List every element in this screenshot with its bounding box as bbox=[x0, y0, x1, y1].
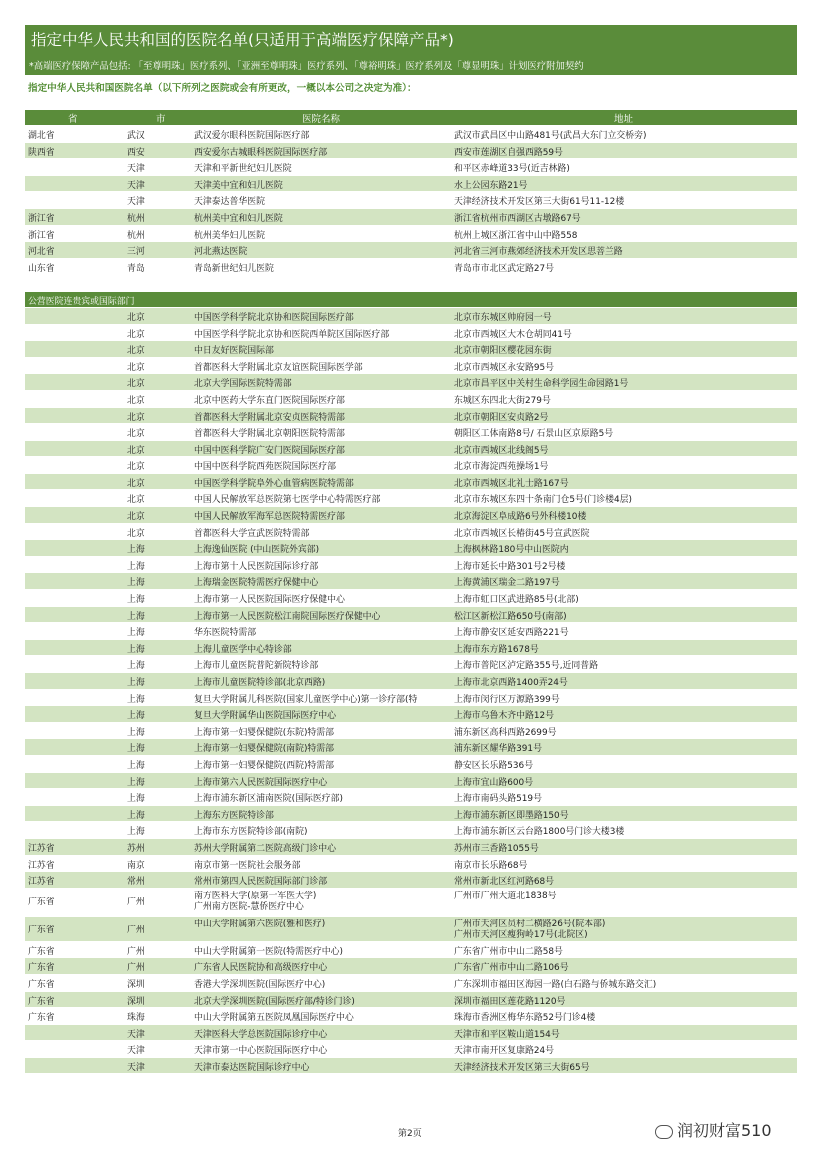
row-address: 北京市海淀西苑操场1号 bbox=[454, 462, 549, 473]
row-hospital: 南方医科大学(原第一军医大学) 广州南方医院-慧侨医疗中心 bbox=[194, 890, 317, 912]
row-address: 上海枫林路180号中山医院内 bbox=[454, 545, 569, 556]
table-row bbox=[25, 623, 797, 640]
row-address: 上海市北京西路1400弄24号 bbox=[454, 678, 568, 688]
row-hospital: 中国医学科学院阜外心血管病医院特需部 bbox=[194, 478, 354, 489]
row-city: 上海 bbox=[127, 810, 145, 821]
table-row bbox=[25, 690, 797, 707]
row-hospital: 上海市浦东新区浦南医院(国际医疗部) bbox=[194, 794, 343, 805]
row-address: 东城区东四北大街279号 bbox=[454, 395, 551, 406]
hospital-table bbox=[25, 126, 797, 1074]
row-address: 上海市南码头路519号 bbox=[454, 794, 542, 805]
table-row bbox=[25, 656, 797, 673]
row-address: 广东深圳市福田区海园一路(白石路与侨城东路交汇) bbox=[454, 979, 657, 990]
table-row bbox=[25, 358, 797, 375]
row-city: 常州 bbox=[127, 877, 145, 888]
table-row bbox=[25, 408, 797, 425]
table-row bbox=[25, 391, 797, 408]
row-city: 武汉 bbox=[127, 131, 145, 141]
table-row bbox=[25, 1058, 797, 1075]
table-row bbox=[25, 457, 797, 474]
row-city: 天津 bbox=[127, 197, 145, 208]
row-city: 三河 bbox=[127, 247, 145, 258]
row-city: 南京 bbox=[127, 860, 145, 871]
page-subtitle: *高端医疗保障产品包括: 「至尊明珠」医疗系列、「亚洲至尊明珠」医疗系列、「尊裕明珠」医疗系列及「尊显明珠」计划医疗附加契约 bbox=[29, 61, 584, 72]
title-banner bbox=[25, 25, 797, 75]
col-province: 省 bbox=[68, 114, 78, 125]
row-hospital: 广东省人民医院协和高级医疗中心 bbox=[194, 963, 328, 974]
row-city: 上海 bbox=[127, 777, 145, 788]
row-address: 天津市南开区复康路24号 bbox=[454, 1046, 555, 1057]
row-hospital: 中山大学附属第五医院凤凰国际医疗中心 bbox=[194, 1013, 354, 1024]
table-row bbox=[25, 773, 797, 790]
watermark bbox=[655, 1118, 772, 1141]
row-hospital: 苏州大学附属第二医院高级门诊中心 bbox=[194, 843, 336, 854]
row-hospital: 首都医科大学附属北京朝阳医院特需部 bbox=[194, 429, 345, 440]
row-hospital: 上海市第一妇婴保健院(西院)特需部 bbox=[194, 760, 335, 771]
row-hospital: 上海市儿童医院普陀新院特诊部 bbox=[194, 661, 319, 672]
row-hospital: 中山大学附属第一医院(特需医疗中心) bbox=[194, 946, 343, 957]
row-hospital: 华东医院特需部 bbox=[194, 628, 257, 639]
row-address: 和平区赤峰道33号(近吉林路) bbox=[454, 164, 570, 175]
table-row bbox=[25, 872, 797, 889]
row-address: 上海市闵行区万源路399号 bbox=[454, 694, 560, 705]
table-row bbox=[25, 607, 797, 624]
row-city: 北京 bbox=[127, 495, 145, 506]
row-address: 上海市东方路1678号 bbox=[454, 644, 539, 655]
row-hospital: 南京市第一医院社会服务部 bbox=[194, 860, 301, 871]
table-row bbox=[25, 839, 797, 856]
table-row bbox=[25, 259, 797, 276]
row-province: 广东省 bbox=[28, 946, 55, 957]
table-row bbox=[25, 640, 797, 657]
table-row bbox=[25, 942, 797, 959]
table-row bbox=[25, 143, 797, 160]
table-row bbox=[25, 176, 797, 193]
intro-text: 指定中华人民共和国医院名单（以下所列之医院或会有所更改，一概以本公司之决定为准）： bbox=[28, 83, 417, 94]
row-hospital: 上海东方医院特诊部 bbox=[194, 810, 274, 821]
row-address: 上海市虹口区武进路85号(北部) bbox=[454, 595, 579, 606]
row-city: 上海 bbox=[127, 545, 145, 556]
row-hospital: 复旦大学附属华山医院国际医疗中心 bbox=[194, 711, 336, 722]
row-address: 上海市乌鲁木齐中路12号 bbox=[454, 711, 555, 722]
row-province: 广东省 bbox=[28, 996, 55, 1007]
row-city: 上海 bbox=[127, 711, 145, 722]
row-hospital: 上海逸仙医院 (中山医院外宾部) bbox=[194, 545, 320, 556]
row-hospital: 上海市第一人民医院松江南院国际医疗保健中心 bbox=[194, 611, 381, 622]
table-row bbox=[25, 325, 797, 342]
row-address: 天津经济技术开发区第三大街65号 bbox=[454, 1062, 590, 1073]
row-address: 北京市西城区长椿街45号宣武医院 bbox=[454, 528, 590, 539]
row-province: 河北省 bbox=[28, 247, 55, 258]
table-row bbox=[25, 424, 797, 441]
row-province: 广东省 bbox=[28, 963, 55, 974]
row-address: 河北省三河市燕郊经济技术开发区思菩兰路 bbox=[454, 247, 623, 258]
row-hospital: 上海市第十人民医院国际诊疗部 bbox=[194, 561, 319, 572]
row-address: 北京市昌平区中关村生命科学园生命园路1号 bbox=[454, 379, 629, 390]
table-row bbox=[25, 540, 797, 557]
row-hospital: 首都医科大学附属北京安贞医院特需部 bbox=[194, 412, 345, 423]
row-hospital: 北京大学国际医院特需部 bbox=[194, 379, 292, 390]
row-address: 朝阳区工体南路8号/ 石景山区京原路5号 bbox=[454, 429, 614, 440]
table-row bbox=[25, 1025, 797, 1042]
row-province: 湖北省 bbox=[28, 131, 55, 141]
row-address: 上海市普陀区泸定路355号,近同普路 bbox=[454, 661, 599, 672]
table-row bbox=[25, 958, 797, 975]
row-city: 上海 bbox=[127, 561, 145, 572]
table-row bbox=[25, 822, 797, 839]
row-city: 珠海 bbox=[127, 1013, 145, 1024]
wechat-icon bbox=[655, 1125, 673, 1139]
row-city: 上海 bbox=[127, 661, 145, 672]
row-hospital: 上海市儿童医院特诊部(北京西路) bbox=[194, 678, 326, 688]
row-province: 浙江省 bbox=[28, 213, 55, 224]
row-hospital: 中山大学附属第六医院(雅和医疗) bbox=[194, 918, 326, 929]
row-city: 上海 bbox=[127, 727, 145, 738]
row-address: 天津市和平区鞍山道154号 bbox=[454, 1029, 560, 1040]
table-row bbox=[25, 192, 797, 209]
row-hospital: 天津和平新世纪妇儿医院 bbox=[194, 164, 292, 175]
row-address: 北京市西城区大木仓胡同41号 bbox=[454, 329, 572, 340]
row-hospital: 武汉爱尔眼科医院国际医疗部 bbox=[194, 131, 310, 141]
row-hospital: 中国医学科学院北京协和医院国际医疗部 bbox=[194, 312, 354, 323]
row-city: 上海 bbox=[127, 628, 145, 639]
row-province: 江苏省 bbox=[28, 860, 55, 871]
row-address: 上海市浦东新区即墨路150号 bbox=[454, 810, 569, 821]
row-address: 上海黄浦区瑞金二路197号 bbox=[454, 578, 560, 589]
row-address: 浙江省杭州市西湖区古墩路67号 bbox=[454, 213, 581, 224]
row-city: 北京 bbox=[127, 412, 145, 423]
row-city: 北京 bbox=[127, 445, 145, 456]
table-row bbox=[25, 806, 797, 823]
page-title: 指定中华人民共和国的医院名单(只适用于高端医疗保障产品*) bbox=[31, 31, 454, 49]
row-hospital: 上海市第一人民医院国际医疗保健中心 bbox=[194, 595, 345, 606]
row-city: 北京 bbox=[127, 329, 145, 340]
table-row bbox=[25, 209, 797, 226]
row-address: 深圳市福田区莲花路1120号 bbox=[454, 996, 566, 1007]
row-city: 杭州 bbox=[127, 230, 145, 241]
row-address: 青岛市市北区武定路27号 bbox=[454, 263, 555, 274]
row-hospital: 首都医科大学附属北京友谊医院国际医学部 bbox=[194, 362, 363, 373]
row-city: 北京 bbox=[127, 512, 145, 523]
row-address: 杭州上城区浙江省中山中路558 bbox=[454, 230, 578, 241]
row-city: 天津 bbox=[127, 1062, 145, 1073]
row-city: 天津 bbox=[127, 180, 145, 191]
row-hospital: 中国中医科学院广安门医院国际医疗部 bbox=[194, 445, 345, 456]
page-number: 第2页 bbox=[398, 1129, 422, 1139]
row-hospital: 上海市东方医院特诊部(南院) bbox=[194, 827, 308, 838]
row-city: 天津 bbox=[127, 164, 145, 175]
row-address: 珠海市香洲区梅华东路52号门诊4楼 bbox=[454, 1013, 596, 1024]
row-city: 北京 bbox=[127, 362, 145, 373]
row-city: 天津 bbox=[127, 1029, 145, 1040]
table-row bbox=[25, 1041, 797, 1058]
table-row bbox=[25, 739, 797, 756]
row-hospital: 青岛新世纪妇儿医院 bbox=[194, 263, 274, 274]
row-address: 北京市东城区东四十条南门仓5号(门诊楼4层) bbox=[454, 495, 632, 506]
table-row bbox=[25, 856, 797, 873]
table-row bbox=[25, 159, 797, 176]
table-row bbox=[25, 706, 797, 723]
row-city: 上海 bbox=[127, 760, 145, 771]
row-province: 山东省 bbox=[28, 263, 55, 274]
row-city: 北京 bbox=[127, 528, 145, 539]
row-province: 广东省 bbox=[28, 896, 55, 907]
row-hospital: 上海市第一妇婴保健院(南院)特需部 bbox=[194, 744, 335, 755]
row-city: 杭州 bbox=[127, 213, 145, 224]
table-row bbox=[25, 507, 797, 524]
table-row bbox=[25, 889, 797, 917]
row-hospital: 上海儿童医学中心特诊部 bbox=[194, 644, 292, 655]
table-row bbox=[25, 226, 797, 243]
table-row bbox=[25, 756, 797, 773]
row-address: 苏州市三香路1055号 bbox=[454, 843, 539, 854]
row-hospital: 中日友好医院国际部 bbox=[194, 346, 274, 357]
row-address: 常州市新北区红河路68号 bbox=[454, 877, 555, 888]
table-row bbox=[25, 975, 797, 992]
table-row bbox=[25, 557, 797, 574]
row-address: 上海市静安区延安西路221号 bbox=[454, 628, 569, 639]
row-hospital: 天津泰达普华医院 bbox=[194, 197, 265, 208]
row-hospital: 上海市第一妇婴保健院(东院)特需部 bbox=[194, 727, 335, 738]
col-city: 市 bbox=[156, 114, 166, 125]
row-province: 江苏省 bbox=[28, 843, 55, 854]
table-row bbox=[25, 524, 797, 541]
row-address: 北京市朝阳区樱花园东街 bbox=[454, 346, 552, 357]
table-row bbox=[25, 490, 797, 507]
row-city: 上海 bbox=[127, 678, 145, 688]
row-address: 广东省广州市中山二路58号 bbox=[454, 946, 563, 957]
row-city: 广州 bbox=[127, 924, 145, 935]
table-row bbox=[25, 789, 797, 806]
row-hospital: 常州市第四人民医院国际部门诊部 bbox=[194, 877, 328, 888]
row-hospital: 杭州美中宜和妇儿医院 bbox=[194, 213, 283, 224]
row-address: 上海市延长中路301号2号楼 bbox=[454, 561, 566, 572]
row-address: 广州市广州大道北1838号 bbox=[454, 890, 557, 901]
table-row bbox=[25, 308, 797, 325]
row-city: 北京 bbox=[127, 379, 145, 390]
row-address: 南京市长乐路68号 bbox=[454, 860, 528, 871]
row-address: 北京市西城区北礼士路167号 bbox=[454, 478, 569, 489]
row-city: 北京 bbox=[127, 429, 145, 440]
table-header bbox=[25, 110, 797, 125]
row-province: 陕西省 bbox=[28, 147, 55, 158]
table-row bbox=[25, 723, 797, 740]
row-city: 上海 bbox=[127, 744, 145, 755]
col-address: 地址 bbox=[614, 114, 634, 125]
table-row bbox=[25, 474, 797, 491]
table-row bbox=[25, 673, 797, 690]
row-address: 北京市东城区帅府园一号 bbox=[454, 312, 552, 323]
row-address: 北京海淀区阜成路6号外科楼10楼 bbox=[454, 512, 587, 523]
row-city: 北京 bbox=[127, 462, 145, 473]
table-row bbox=[25, 590, 797, 607]
row-hospital: 首都医科大学宣武医院特需部 bbox=[194, 528, 310, 539]
row-province: 广东省 bbox=[28, 1013, 55, 1024]
row-hospital: 天津市第一中心医院国际医疗中心 bbox=[194, 1046, 328, 1057]
row-city: 上海 bbox=[127, 644, 145, 655]
table-row bbox=[25, 441, 797, 458]
row-hospital: 西安爱尔古城眼科医院国际医疗部 bbox=[194, 147, 328, 158]
row-address: 广东省广州市中山二路106号 bbox=[454, 963, 569, 974]
row-hospital: 北京中医药大学东直门医院国际医疗部 bbox=[194, 395, 345, 406]
row-city: 上海 bbox=[127, 794, 145, 805]
row-city: 北京 bbox=[127, 346, 145, 357]
row-hospital: 天津市泰达医院国际诊疗中心 bbox=[194, 1062, 310, 1073]
table-row bbox=[25, 992, 797, 1009]
row-hospital: 香港大学深圳医院(国际医疗中心) bbox=[194, 979, 326, 990]
table-row bbox=[25, 374, 797, 391]
row-city: 青岛 bbox=[127, 263, 145, 274]
row-city: 西安 bbox=[127, 147, 145, 158]
row-city: 广州 bbox=[127, 946, 145, 957]
table-row bbox=[25, 573, 797, 590]
section-title: 公营医院连贵宾或国际部门 bbox=[28, 296, 135, 307]
table-row bbox=[25, 341, 797, 358]
row-city: 上海 bbox=[127, 611, 145, 622]
row-address: 浦东新区高科西路2699号 bbox=[454, 727, 557, 738]
row-hospital: 河北燕达医院 bbox=[194, 247, 248, 258]
row-address: 松江区新松江路650号(南部) bbox=[454, 611, 567, 622]
row-hospital: 上海市第六人民医院国际医疗中心 bbox=[194, 777, 328, 788]
row-province: 浙江省 bbox=[28, 230, 55, 241]
table-row bbox=[25, 1008, 797, 1025]
row-address: 西安市莲湖区自强西路59号 bbox=[454, 147, 563, 158]
table-row bbox=[25, 126, 797, 143]
row-address: 静安区长乐路536号 bbox=[454, 760, 534, 771]
row-hospital: 中国医学科学院北京协和医院西单院区国际医疗部 bbox=[194, 329, 390, 340]
table-row bbox=[25, 917, 797, 942]
row-city: 广州 bbox=[127, 896, 145, 907]
row-province: 广东省 bbox=[28, 924, 55, 935]
row-hospital: 天津医科大学总医院国际诊疗中心 bbox=[194, 1029, 328, 1040]
row-city: 上海 bbox=[127, 595, 145, 606]
row-city: 北京 bbox=[127, 478, 145, 489]
row-city: 苏州 bbox=[127, 843, 145, 854]
row-address: 北京市西城区永安路95号 bbox=[454, 362, 555, 373]
row-address: 北京市西城区北线阁5号 bbox=[454, 445, 549, 456]
row-hospital: 中国人民解放军海军总医院特需医疗部 bbox=[194, 512, 345, 523]
blank-row bbox=[25, 275, 797, 292]
row-hospital: 中国中医科学院西苑医院国际医疗部 bbox=[194, 462, 336, 473]
row-address: 上海市浦东新区云台路1800号门诊大楼3楼 bbox=[454, 827, 625, 838]
watermark-text: 润初财富510 bbox=[677, 1121, 772, 1140]
row-city: 上海 bbox=[127, 694, 145, 705]
table-row bbox=[25, 242, 797, 259]
row-city: 深圳 bbox=[127, 996, 145, 1007]
row-city: 北京 bbox=[127, 395, 145, 406]
row-hospital: 杭州美华妇儿医院 bbox=[194, 230, 265, 241]
row-address: 浦东新区耀华路391号 bbox=[454, 744, 542, 755]
row-city: 天津 bbox=[127, 1046, 145, 1057]
row-city: 北京 bbox=[127, 312, 145, 323]
row-address: 天津经济技术开发区第三大街61号11-12楼 bbox=[454, 197, 625, 208]
row-address: 广州市天河区员村二横路26号(院本部) 广州市天河区瘦狗岭17号(北院区) bbox=[454, 918, 606, 940]
col-hospital: 医院名称 bbox=[302, 114, 341, 125]
row-hospital: 中国人民解放军总医院第七医学中心特需医疗部 bbox=[194, 495, 381, 506]
row-city: 广州 bbox=[127, 963, 145, 974]
section-header bbox=[25, 292, 797, 308]
row-address: 上海市宜山路600号 bbox=[454, 777, 534, 788]
row-hospital: 北京大学深圳医院(国际医疗部/特诊门诊) bbox=[194, 996, 355, 1007]
row-address: 武汉市武昌区中山路481号(武昌大东门立交桥旁) bbox=[454, 131, 647, 141]
row-address: 北京市朝阳区安贞路2号 bbox=[454, 412, 549, 423]
row-city: 上海 bbox=[127, 827, 145, 838]
row-city: 深圳 bbox=[127, 979, 145, 990]
row-hospital: 复旦大学附属儿科医院(国家儿童医学中心)第一诊疗部(特 bbox=[194, 694, 418, 705]
row-address: 水上公园东路21号 bbox=[454, 180, 528, 191]
row-province: 江苏省 bbox=[28, 877, 55, 888]
row-city: 上海 bbox=[127, 578, 145, 589]
row-hospital: 天津美中宜和妇儿医院 bbox=[194, 180, 283, 191]
row-province: 广东省 bbox=[28, 979, 55, 990]
row-hospital: 上海瑞金医院特需医疗保健中心 bbox=[194, 578, 319, 589]
